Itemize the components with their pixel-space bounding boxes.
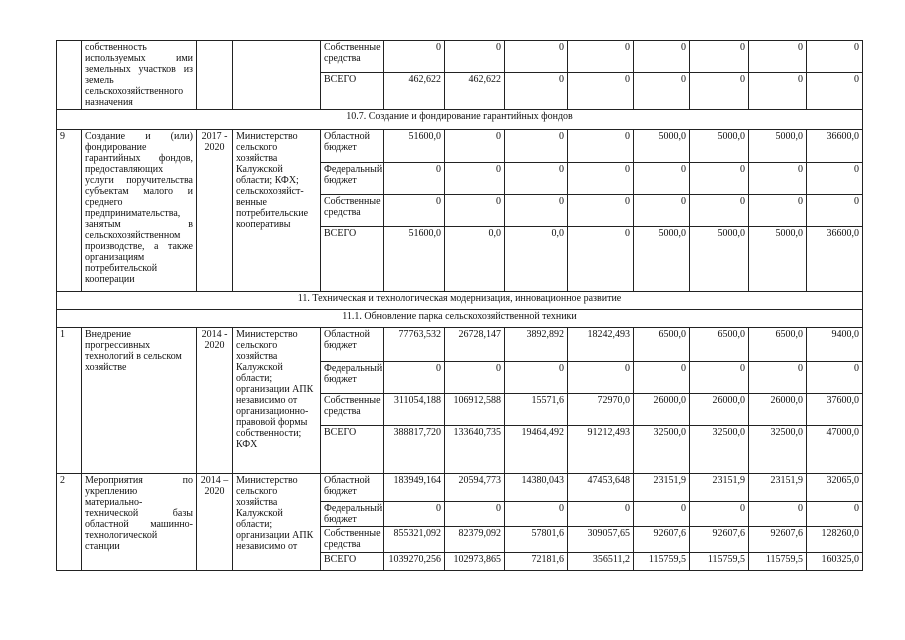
value-cell: 183949,164	[384, 474, 445, 502]
budget-table	[56, 40, 863, 571]
value-cell: 0	[807, 195, 863, 227]
period: 2014 – 2020	[197, 474, 233, 571]
value-cell: 92607,6	[690, 527, 749, 553]
value-cell: 0,0	[505, 227, 568, 292]
section-row	[57, 110, 863, 130]
value-cell: 0	[505, 130, 568, 163]
value-cell: 0	[690, 163, 749, 195]
value-cell: 51600,0	[384, 227, 445, 292]
value-cell: 32065,0	[807, 474, 863, 502]
funding-source: Федеральный бюджет	[321, 163, 384, 195]
value-cell: 36600,0	[807, 227, 863, 292]
value-cell: 0	[568, 72, 634, 109]
value-cell: 102973,865	[445, 553, 505, 571]
value-cell: 309057,65	[568, 527, 634, 553]
measure-name: Мероприятия по укреплению материально- технической базы областной машинно- технологической станции	[82, 474, 197, 571]
value-cell: 0	[807, 502, 863, 527]
value-cell: 0	[690, 502, 749, 527]
value-cell: 0	[807, 72, 863, 109]
value-cell: 51600,0	[384, 130, 445, 163]
value-cell: 0	[807, 163, 863, 195]
value-cell: 0	[505, 362, 568, 394]
value-cell: 462,622	[384, 72, 445, 109]
value-cell: 3892,892	[505, 328, 568, 362]
funding-source: Собственные средства	[321, 527, 384, 553]
value-cell: 20594,773	[445, 474, 505, 502]
funding-source: ВСЕГО	[321, 72, 384, 109]
value-cell: 0	[807, 41, 863, 73]
funding-source: Собственные средства	[321, 195, 384, 227]
value-cell: 0	[384, 41, 445, 73]
funding-source: Федеральный бюджет	[321, 502, 384, 527]
value-cell: 26000,0	[749, 394, 807, 426]
executor: Министерство сельского хозяйства Калужской области; организации АПК независимо от организационно- правовой формы собственности; КФХ	[233, 328, 321, 474]
value-cell: 32500,0	[634, 426, 690, 474]
value-cell: 5000,0	[634, 227, 690, 292]
value-cell: 0	[568, 41, 634, 73]
value-cell: 388817,720	[384, 426, 445, 474]
value-cell: 106912,588	[445, 394, 505, 426]
section-row	[57, 310, 863, 328]
value-cell: 128260,0	[807, 527, 863, 553]
value-cell: 0	[690, 195, 749, 227]
value-cell: 115759,5	[690, 553, 749, 571]
value-cell: 0	[634, 72, 690, 109]
value-cell: 0	[749, 163, 807, 195]
value-cell: 92607,6	[634, 527, 690, 553]
value-cell: 0	[634, 502, 690, 527]
value-cell: 115759,5	[634, 553, 690, 571]
funding-source: ВСЕГО	[321, 553, 384, 571]
value-cell: 0	[505, 502, 568, 527]
value-cell: 19464,492	[505, 426, 568, 474]
value-cell: 6500,0	[690, 328, 749, 362]
value-cell: 23151,9	[749, 474, 807, 502]
value-cell: 92607,6	[749, 527, 807, 553]
value-cell: 0,0	[445, 227, 505, 292]
measure-name: Создание и (или) фондирование гарантийных фондов, предоставляющих услуги поручительства субъектам малого и среднего предпринимательства, занятым в сельскохозяйственном производстве, а также организациям потребительской кооперации	[82, 130, 197, 292]
value-cell: 72181,6	[505, 553, 568, 571]
value-cell: 5000,0	[634, 130, 690, 163]
value-cell: 47000,0	[807, 426, 863, 474]
section-heading: 10.7. Создание и фондирование гарантийных фондов	[57, 110, 863, 130]
value-cell: 0	[384, 195, 445, 227]
value-cell: 5000,0	[749, 227, 807, 292]
period	[197, 41, 233, 110]
table-row	[57, 41, 863, 73]
value-cell: 37600,0	[807, 394, 863, 426]
value-cell: 0	[445, 163, 505, 195]
value-cell: 0	[749, 195, 807, 227]
value-cell: 47453,648	[568, 474, 634, 502]
value-cell: 23151,9	[634, 474, 690, 502]
value-cell: 0	[568, 502, 634, 527]
funding-source: Собственные средства	[321, 394, 384, 426]
funding-source: Федеральный бюджет	[321, 362, 384, 394]
funding-source: ВСЕГО	[321, 426, 384, 474]
value-cell: 0	[634, 163, 690, 195]
funding-source: ВСЕГО	[321, 227, 384, 292]
value-cell: 0	[568, 195, 634, 227]
value-cell: 0	[505, 163, 568, 195]
measure-name: Внедрение прогрессивных технологий в сельском хозяйстве	[82, 328, 197, 474]
value-cell: 0	[505, 41, 568, 73]
value-cell: 1039270,256	[384, 553, 445, 571]
value-cell: 72970,0	[568, 394, 634, 426]
row-number: 2	[57, 474, 82, 571]
value-cell: 0	[807, 362, 863, 394]
value-cell: 9400,0	[807, 328, 863, 362]
value-cell: 0	[749, 41, 807, 73]
value-cell: 6500,0	[634, 328, 690, 362]
value-cell: 311054,188	[384, 394, 445, 426]
value-cell: 462,622	[445, 72, 505, 109]
value-cell: 0	[384, 362, 445, 394]
table-row	[57, 328, 863, 362]
value-cell: 0	[568, 362, 634, 394]
table-row	[57, 474, 863, 502]
section-heading: 11. Техническая и технологическая модернизация, инновационное развитие	[57, 292, 863, 310]
value-cell: 5000,0	[749, 130, 807, 163]
period: 2014 - 2020	[197, 328, 233, 474]
value-cell: 5000,0	[690, 227, 749, 292]
value-cell: 0	[445, 502, 505, 527]
value-cell: 15571,6	[505, 394, 568, 426]
value-cell: 0	[445, 362, 505, 394]
value-cell: 0	[634, 195, 690, 227]
value-cell: 356511,2	[568, 553, 634, 571]
value-cell: 0	[568, 163, 634, 195]
value-cell: 26000,0	[634, 394, 690, 426]
value-cell: 5000,0	[690, 130, 749, 163]
value-cell: 32500,0	[690, 426, 749, 474]
value-cell: 0	[445, 41, 505, 73]
value-cell: 133640,735	[445, 426, 505, 474]
value-cell: 36600,0	[807, 130, 863, 163]
executor: Министерство сельского хозяйства Калужской области; КФХ; сельскохозяйст- венные потребительские кооперативы	[233, 130, 321, 292]
value-cell: 91212,493	[568, 426, 634, 474]
value-cell: 77763,532	[384, 328, 445, 362]
value-cell: 82379,092	[445, 527, 505, 553]
period: 2017 - 2020	[197, 130, 233, 292]
row-number: 1	[57, 328, 82, 474]
value-cell: 18242,493	[568, 328, 634, 362]
value-cell: 0	[749, 72, 807, 109]
value-cell: 0	[749, 362, 807, 394]
funding-source: Областной бюджет	[321, 328, 384, 362]
executor: Министерство сельского хозяйства Калужской области; организации АПК независимо от	[233, 474, 321, 571]
section-heading: 11.1. Обновление парка сельскохозяйственной техники	[57, 310, 863, 328]
row-number	[57, 41, 82, 110]
section-row	[57, 292, 863, 310]
value-cell: 0	[568, 227, 634, 292]
value-cell: 0	[634, 362, 690, 394]
value-cell: 0	[445, 195, 505, 227]
value-cell: 14380,043	[505, 474, 568, 502]
value-cell: 0	[568, 130, 634, 163]
value-cell: 26728,147	[445, 328, 505, 362]
executor	[233, 41, 321, 110]
value-cell: 0	[690, 362, 749, 394]
row-number: 9	[57, 130, 82, 292]
value-cell: 160325,0	[807, 553, 863, 571]
value-cell: 0	[445, 130, 505, 163]
value-cell: 0	[690, 72, 749, 109]
value-cell: 0	[690, 41, 749, 73]
table-row	[57, 130, 863, 163]
value-cell: 6500,0	[749, 328, 807, 362]
value-cell: 26000,0	[690, 394, 749, 426]
value-cell: 0	[384, 502, 445, 527]
funding-source: Областной бюджет	[321, 130, 384, 163]
funding-source: Собственные средства	[321, 41, 384, 73]
value-cell: 0	[505, 72, 568, 109]
value-cell: 57801,6	[505, 527, 568, 553]
value-cell: 855321,092	[384, 527, 445, 553]
value-cell: 32500,0	[749, 426, 807, 474]
value-cell: 115759,5	[749, 553, 807, 571]
value-cell: 0	[749, 502, 807, 527]
value-cell: 0	[384, 163, 445, 195]
value-cell: 0	[634, 41, 690, 73]
value-cell: 0	[505, 195, 568, 227]
measure-name: собственность используемых ими земельных участков из земель сельскохозяйственного назначения	[82, 41, 197, 110]
value-cell: 23151,9	[690, 474, 749, 502]
funding-source: Областной бюджет	[321, 474, 384, 502]
